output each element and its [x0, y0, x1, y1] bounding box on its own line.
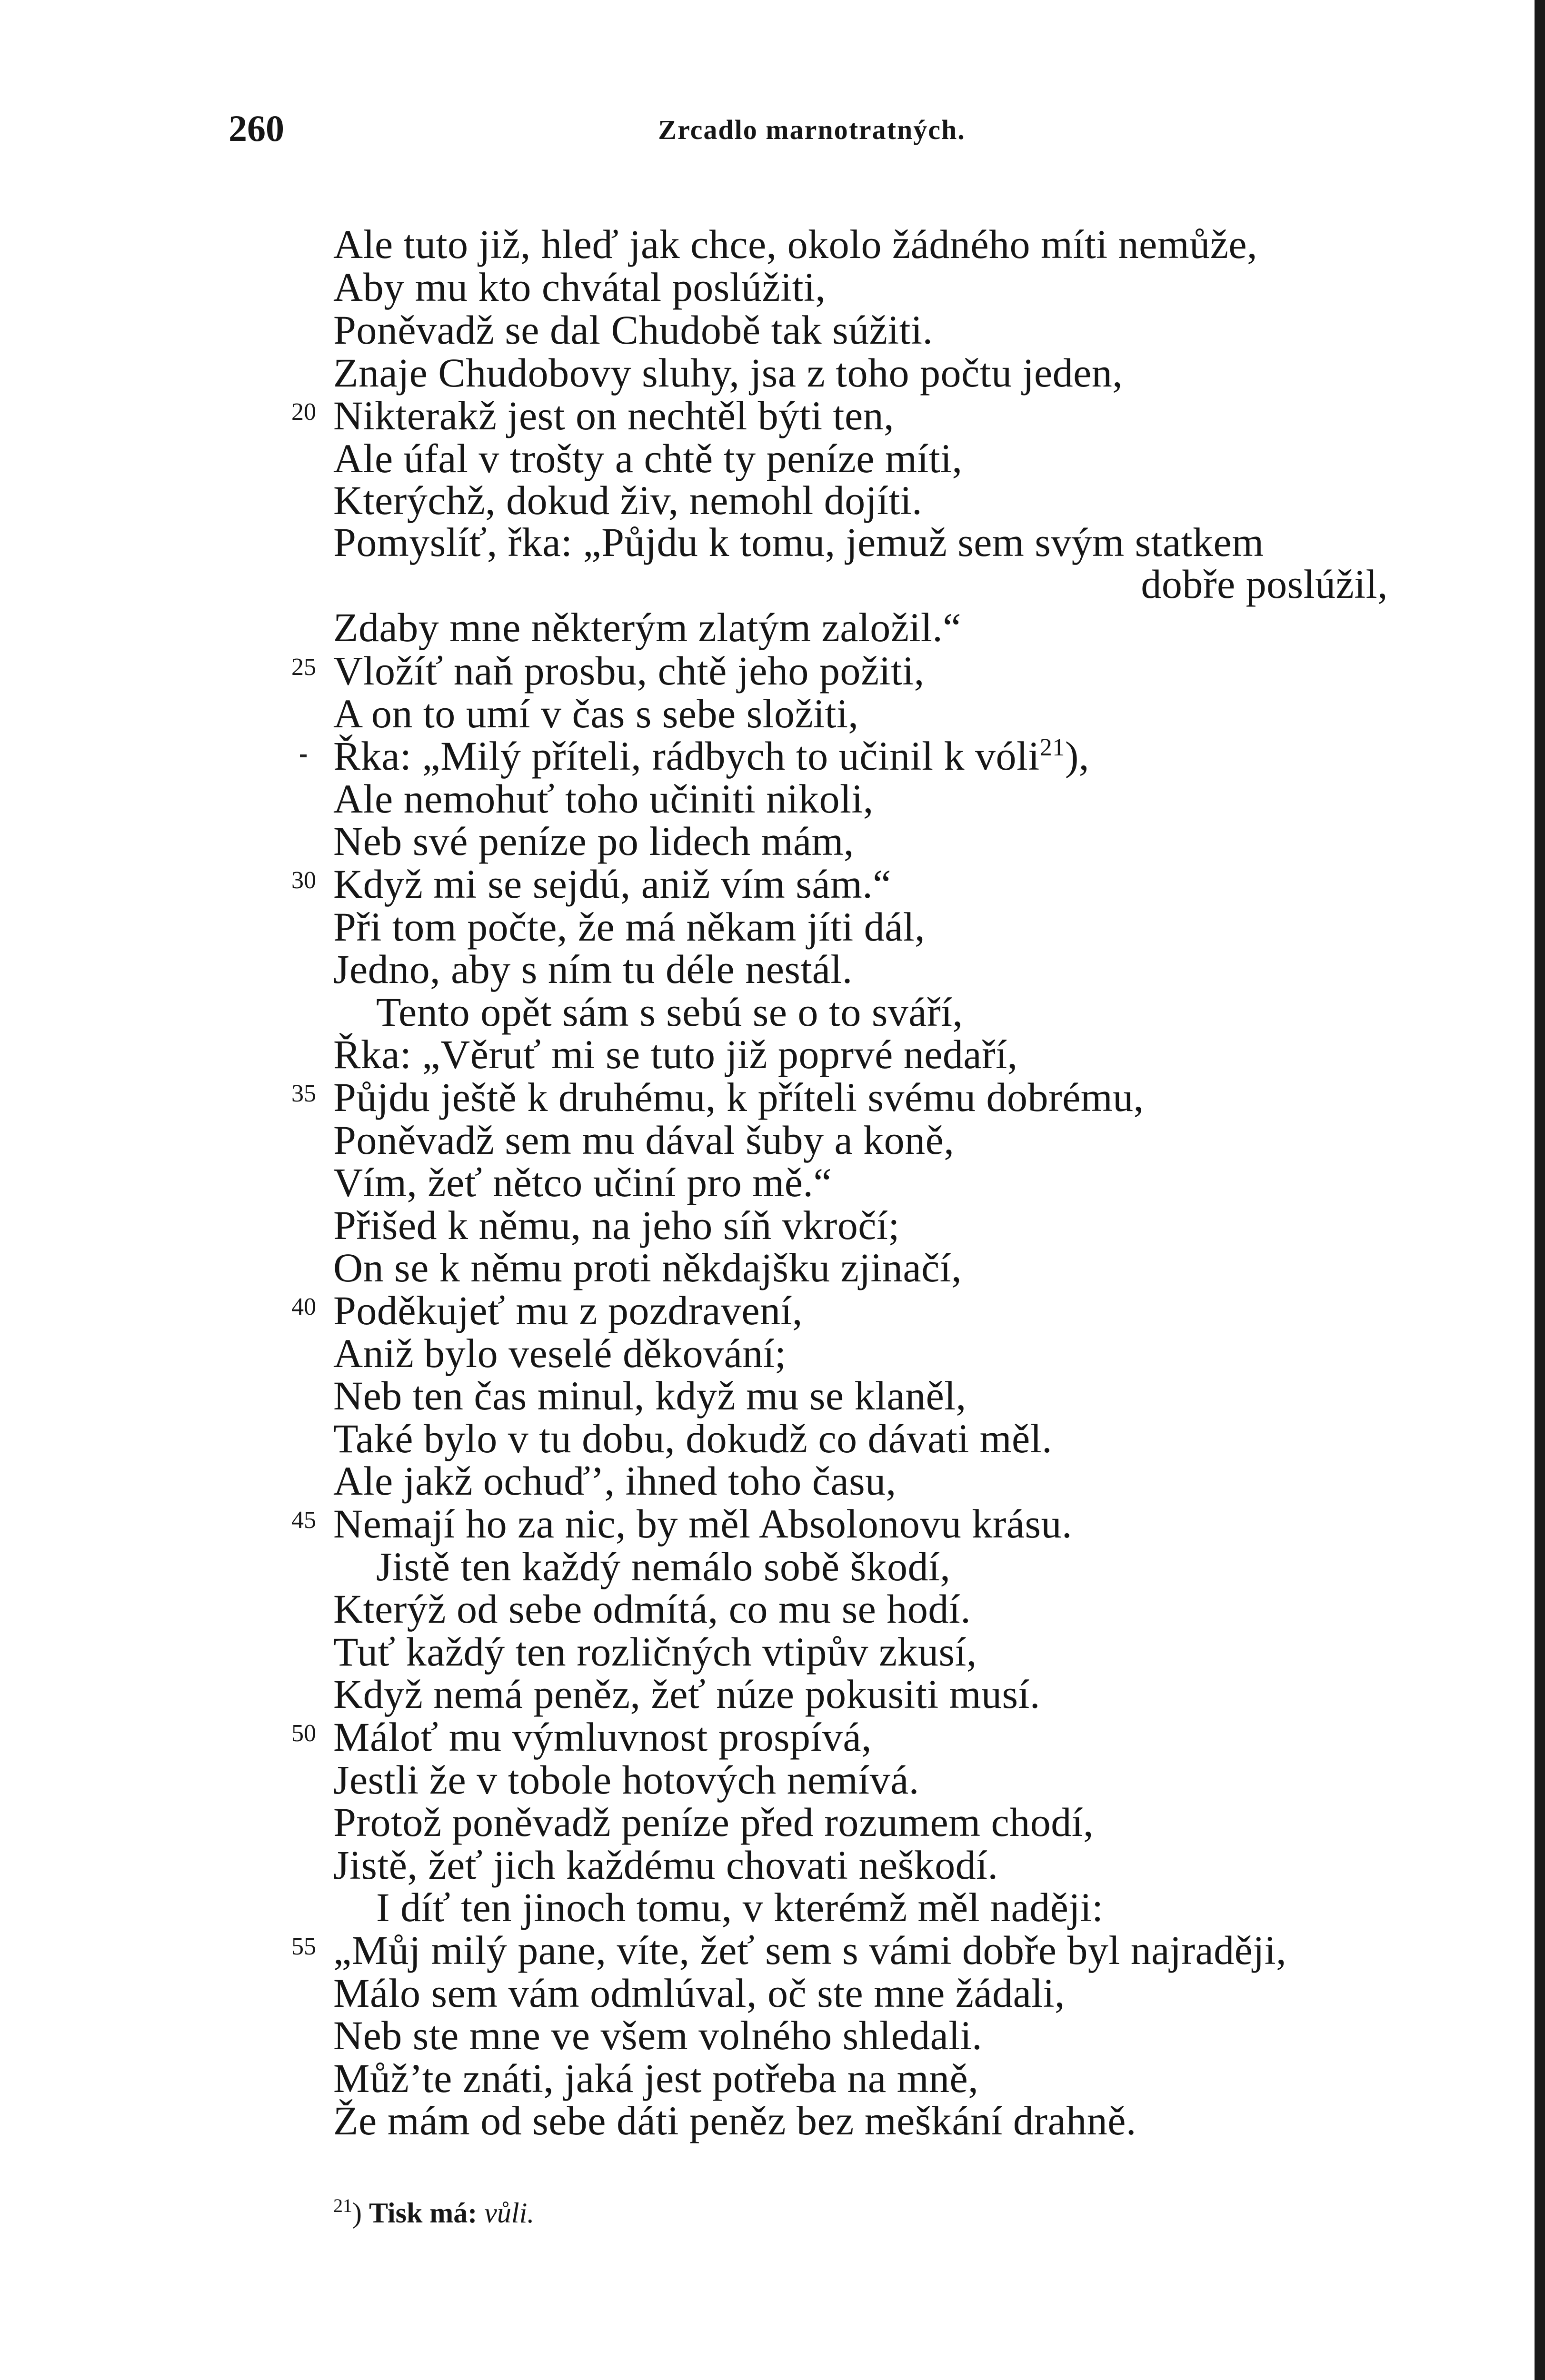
page-number: 260: [229, 108, 284, 149]
verse-line: Máloť mu výmluvnost prospívá,: [333, 1714, 872, 1760]
verse-line: A on to umí v čas s sebe složiti,: [333, 691, 859, 736]
verse-line: Nikterakž jest on nechtěl býti ten,: [333, 393, 895, 438]
verse-line: Když nemá peněz, žeť núze pokusiti musí.: [333, 1671, 1040, 1717]
verse-line: Tuť každý ten rozličných vtipův zkusí,: [333, 1629, 977, 1675]
verse-line: Poděkujeť mu z pozdravení,: [333, 1288, 803, 1333]
verse-line: „Můj milý pane, víte, žeť sem s vámi dobře byl najraději,: [333, 1927, 1287, 1973]
running-title: Zrcadlo marnotratných.: [658, 114, 966, 145]
line-number: 35: [291, 1080, 316, 1107]
verse-line: Můž’te znáti, jaká jest potřeba na mně,: [333, 2055, 979, 2101]
footnote-word: vůli.: [484, 2197, 535, 2229]
line-number: 40: [291, 1293, 316, 1320]
line-number: 25: [291, 654, 316, 681]
verse-line: Aby mu kto chvátal poslúžiti,: [333, 264, 826, 310]
verse-line: Také bylo v tu dobu, dokudž co dávati měl.: [333, 1416, 1053, 1461]
line-number: 50: [291, 1720, 316, 1747]
verse-line: Poněvadž sem mu dával šuby a koně,: [333, 1117, 955, 1163]
line-number: 30: [291, 867, 316, 894]
footnote: [333, 2197, 534, 2230]
verse-line: Zdaby mne některým zlatým založil.“: [333, 605, 961, 650]
verse-line: Jistě, žeť jich každému chovati neškodí.: [333, 1842, 998, 1888]
verse-line: Řka: „Milý příteli, rádbych to učinil k vóli$^{21}$),: [333, 733, 1089, 779]
verse-line: Protož poněvadž peníze před rozumem chodí,: [333, 1799, 1094, 1845]
verse-line: Ale jakž ochuď’, ihned toho času,: [333, 1458, 897, 1504]
verse-line: Kterýchž, dokud živ, nemohl dojíti.: [333, 477, 923, 523]
verse-line: Jedno, aby s ním tu déle nestál.: [333, 946, 853, 992]
verse-line: Řka: „Věruť mi se tuto již poprvé nedaří,: [333, 1031, 1018, 1077]
footnote-label: Tisk má:: [369, 2197, 478, 2229]
verse-line: Tento opět sám s sebú se o to sváří,: [376, 989, 963, 1035]
page-header: [229, 107, 1395, 164]
page-edge-shadow: [1535, 0, 1545, 2380]
verse-line: Když mi se sejdú, aniž vím sám.“: [333, 861, 891, 907]
line-number: 55: [291, 1933, 316, 1960]
verse-line: Vložíť naň prosbu, chtě jeho požiti,: [333, 648, 925, 694]
verse-line: Že mám od sebe dáti peněz bez meškání drahně.: [333, 2098, 1136, 2143]
verse-line: Pomyslíť, řka: „Půjdu k tomu, jemuž sem svým statkem: [333, 519, 1264, 565]
verse-line: Nemají ho za nic, by měl Absolonovu krásu.: [333, 1501, 1072, 1547]
verse-line: Ale nemohuť toho učiniti nikoli,: [333, 776, 874, 822]
margin-mark: [300, 754, 307, 757]
verse-line: Málo sem vám odmlúval, oč ste mne žádali,: [333, 1970, 1066, 2016]
footnote-number: 21: [333, 2195, 352, 2216]
verse-line: Vím, žeť nětco učiní pro mě.“: [333, 1160, 832, 1205]
verse-line: Jestli že v tobole hotových nemívá.: [333, 1757, 919, 1803]
verse-line: Jistě ten každý nemálo sobě škodí,: [376, 1544, 951, 1589]
verse-line: Neb ten čas minul, když mu se klaněl,: [333, 1373, 967, 1418]
footnote-ref: 21: [1039, 734, 1065, 761]
verse-line: Přišed k němu, na jeho síň vkročí;: [333, 1202, 900, 1248]
line-number: 45: [291, 1507, 316, 1534]
verse-line: Ale úfal v trošty a chtě ty peníze míti,: [333, 436, 963, 481]
verse-line: I díť ten jinoch tomu, v kterémž měl naději:: [376, 1884, 1104, 1930]
verse-line: On se k němu proti někdajšku zjinačí,: [333, 1245, 962, 1290]
verse-line: Půjdu ještě k druhému, k příteli svému dobrému,: [333, 1074, 1144, 1120]
verse-line: Poněvadž se dal Chudobě tak súžiti.: [333, 307, 933, 353]
footnote-paren: ): [352, 2197, 362, 2229]
verse-line: Neb ste mne ve všem volného shledali.: [333, 2013, 983, 2058]
verse-line: Při tom počte, že má někam jíti dál,: [333, 904, 926, 950]
verse-line-continuation: dobře poslúžil,: [1141, 561, 1388, 607]
verse-line: Ale tuto již, hleď jak chce, okolo žádného míti nemůže,: [333, 221, 1258, 267]
verse-line: Znaje Chudobovy sluhy, jsa z toho počtu jeden,: [333, 350, 1123, 396]
line-number: 20: [291, 398, 316, 426]
verse-line: Aniž bylo veselé děkování;: [333, 1330, 787, 1376]
verse-line: Kterýž od sebe odmítá, co mu se hodí.: [333, 1586, 971, 1632]
verse-line: Neb své peníze po lidech mám,: [333, 818, 854, 864]
